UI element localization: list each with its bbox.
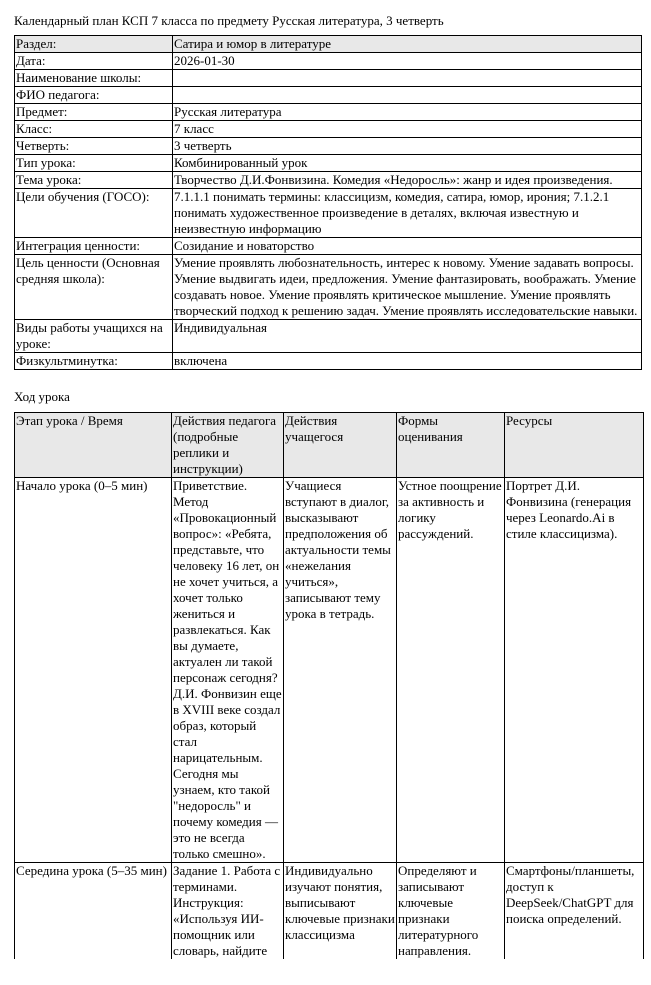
meta-value: Комбинированный урок [173, 155, 642, 172]
lesson-flow-table [14, 412, 644, 959]
meta-label: Дата: [15, 53, 173, 70]
meta-row [15, 36, 642, 53]
meta-label: Предмет: [15, 104, 173, 121]
flow-header-row [15, 413, 644, 478]
meta-row [15, 104, 642, 121]
meta-row [15, 320, 642, 353]
meta-row [15, 189, 642, 238]
meta-label: Тема урока: [15, 172, 173, 189]
meta-label: Цели обучения (ГОСО): [15, 189, 173, 238]
flow-resources: Портрет Д.И. Фонвизина (генерация через Leonardo.Ai в стиле классицизма). [505, 478, 644, 863]
flow-assessment: Устное поощрение за активность и логику рассуждений. [397, 478, 505, 863]
meta-value: Творчество Д.И.Фонвизина. Комедия «Недоросль»: жанр и идея произведения. [173, 172, 642, 189]
meta-value [173, 87, 642, 104]
meta-row [15, 353, 642, 370]
meta-row [15, 121, 642, 138]
meta-row [15, 238, 642, 255]
meta-value: Умение проявлять любознательность, интерес к новому. Умение задавать вопросы. Умение выдвигать идеи, предложения. Умение фантазировать, воображать. Умение создавать новое. Умение проявлять критическое мышление. Умение проявлять творческий подход к решению задач. Умение проявлять исследовательские навыки. [173, 255, 642, 320]
flow-student-actions: Учащиеся вступают в диалог, высказывают предположения об актуальности темы «нежелания учиться», записывают тему урока в тетрадь. [284, 478, 397, 863]
meta-label: Виды работы учащихся на уроке: [15, 320, 173, 353]
meta-value: Созидание и новаторство [173, 238, 642, 255]
lesson-meta-table [14, 35, 642, 370]
flow-teacher-actions: Приветствие. Метод «Провокационный вопрос»: «Ребята, представьте, что человеку 16 лет, он не хочет учиться, а хочет только жениться и развлекаться. Как вы думаете, актуален ли такой персонаж сегодня? Д.И. Фонвизин еще в XVIII веке создал образ, который стал нарицательным. Сегодня мы узнаем, кто такой "недоросль" и почему комедия — это не всегда только смешно». [173, 478, 282, 861]
meta-row [15, 255, 642, 320]
flow-row [15, 863, 644, 960]
meta-label: Тип урока: [15, 155, 173, 172]
meta-value: включена [173, 353, 642, 370]
meta-value: Русская литература [173, 104, 642, 121]
flow-resources: Смартфоны/планшеты, доступ к DeepSeek/ChatGPT для поиска определений. [505, 863, 644, 960]
meta-label: Класс: [15, 121, 173, 138]
meta-value [173, 70, 642, 87]
flow-stage: Середина урока (5–35 мин) [15, 863, 172, 960]
meta-value: 7 класс [173, 121, 642, 138]
meta-value: Индивидуальная [173, 320, 642, 353]
flow-row [15, 478, 644, 863]
meta-label: ФИО педагога: [15, 87, 173, 104]
meta-row [15, 172, 642, 189]
meta-row [15, 87, 642, 104]
flow-assessment: Определяют и записывают ключевые признаки литературного направления. [397, 863, 505, 960]
flow-header-student: Действия учащегося [284, 413, 397, 478]
meta-row [15, 138, 642, 155]
meta-value: 3 четверть [173, 138, 642, 155]
flow-teacher-actions: Задание 1. Работа с терминами. Инструкция: «Используя ИИ-помощник или словарь, найдите [172, 863, 284, 960]
flow-header-resources: Ресурсы [505, 413, 644, 478]
meta-label: Четверть: [15, 138, 173, 155]
meta-value: 2026-01-30 [173, 53, 642, 70]
meta-value: 7.1.1.1 понимать термины: классицизм, комедия, сатира, юмор, ирония; 7.1.2.1 понимать художественное произведение в деталях, включая известную и неизвестную информацию [173, 189, 642, 238]
meta-label: Раздел: [15, 36, 173, 53]
page-title: Календарный план КСП 7 класса по предмету Русская литература, 3 четверть [14, 13, 444, 28]
flow-student-actions: Индивидуально изучают понятия, выписывают ключевые признаки классицизма [284, 863, 397, 960]
meta-row [15, 53, 642, 70]
lesson-flow-caption: Ход урока [14, 389, 70, 404]
flow-header-stage: Этап урока / Время [15, 413, 172, 478]
meta-label: Интеграция ценности: [15, 238, 173, 255]
flow-header-assessment: Формы оценивания [397, 413, 505, 478]
flow-header-teacher: Действия педагога (подробные реплики и инструкции) [172, 413, 284, 478]
meta-label: Наименование школы: [15, 70, 173, 87]
meta-value: Сатира и юмор в литературе [173, 36, 642, 53]
meta-row [15, 155, 642, 172]
meta-label: Физкультминутка: [15, 353, 173, 370]
meta-label: Цель ценности (Основная средняя школа): [15, 255, 173, 320]
meta-row [15, 70, 642, 87]
flow-stage: Начало урока (0–5 мин) [15, 478, 172, 863]
